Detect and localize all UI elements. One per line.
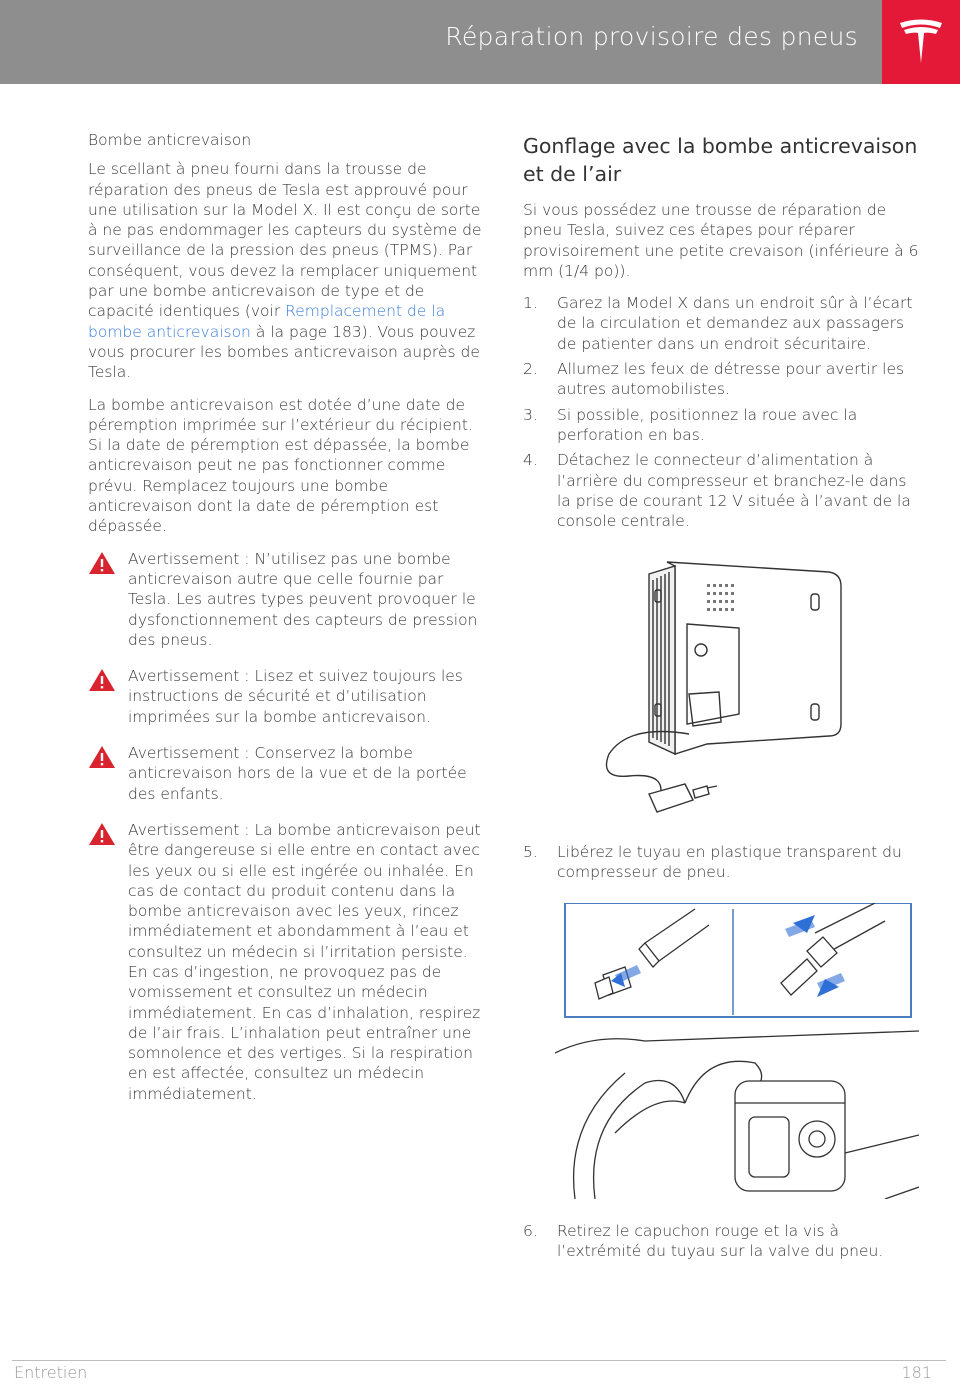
steps-list: [523, 842, 919, 883]
subheading: Bombe anticrevaison: [88, 131, 252, 149]
right-column: [523, 130, 919, 1266]
step-number: 6.: [523, 1221, 538, 1240]
list-item: [523, 359, 919, 400]
list-item: [523, 450, 919, 531]
step-text: Allumez les feux de détresse pour avertir les autres automobilistes.: [557, 360, 905, 399]
warning-text: Avertissement : Conservez la bombe anticrevaison hors de la vue et de la portée des enfants.: [128, 744, 467, 803]
warning-triangle-icon: [88, 668, 116, 692]
step-number: 3.: [523, 405, 538, 424]
footer-section: Entretien: [14, 1363, 88, 1382]
warning-text: Avertissement : La bombe anticrevaison peut être dangereuse si elle entre en contact avec les yeux ou si elle est ingérée ou inhalée. En cas de contact du produit contenu dans la bombe anticrevaison avec les yeux, rincez immédiatement et abondamment à l’eau et consultez un médecin si l’irritation persiste. En cas d’ingestion, ne provoquez pas de vomissement et consultez un médecin immédiatement. En cas d’inhalation, respirez de l’air frais. L’inhalation peut entraîner une somnolence et des vertiges. Si la respiration en est affectée, consultez un médecin immédiatement.: [128, 820, 481, 1103]
paragraph-intro: [88, 159, 482, 382]
page-header: [0, 0, 960, 84]
paragraph-expiry: La bombe anticrevaison est dotée d’une date de péremption imprimée sur l’extérieur du récipient. Si la date de péremption est dépassée, la bombe anticrevaison peut ne pas fonctionner comme prévu. Remplacez toujours une bombe anticrevaison dont la date de péremption est dépassée.: [88, 395, 473, 536]
list-item: [523, 405, 919, 446]
paragraph-intro-end: à la page 183). Vous pouvez vous procurer les bombes anticrevaison auprès de Tesla.: [88, 322, 480, 382]
step-number: 1.: [523, 294, 538, 313]
step-text: Retirez le capuchon rouge et la vis à l’extrémité du tuyau sur la valve du pneu.: [557, 1221, 884, 1260]
cross-reference-link[interactable]: Remplacement de la bombe anticrevaison: [88, 302, 446, 341]
steps-list: [523, 293, 919, 531]
step-text: Détachez le connecteur d’alimentation à l’arrière du compresseur et branchez-le dans la prise de courant 12 V située à l’avant de la console centrale.: [557, 451, 911, 531]
hose-connection-illustration: [555, 903, 919, 1199]
warning-triangle-icon: [88, 551, 116, 575]
page-title: Réparation provisoire des pneus: [445, 22, 858, 51]
warning-block: [88, 820, 482, 1104]
warning-triangle-icon: [88, 822, 116, 846]
step-text: Garez la Model X dans un endroit sûr à l’écart de la circulation et demandez aux passagers de patienter dans un endroit sécuritaire.: [557, 294, 913, 353]
section-heading: Gonflage avec la bombe anticrevaison et de l’air: [523, 134, 918, 186]
paragraph-intro-start: Le scellant à pneu fourni dans la trousse de réparation des pneus de Tesla est approuvé pour une utilisation sur la Model X. Il est conçu de sorte à ne pas endommager les capteurs du système de surveillance de la pression des pneus (TPMS). Par conséquent, vous devez la remplacer uniquement par une bombe anticrevaison de type et de capacité identiques (voir: [88, 160, 482, 321]
step-number: 4.: [523, 451, 538, 470]
warning-triangle-icon: [88, 745, 116, 769]
warning-block: [88, 743, 482, 804]
list-item: [523, 842, 919, 883]
brand-logo: [882, 0, 960, 84]
list-item: [523, 1221, 919, 1262]
list-item: [523, 293, 919, 354]
step-number: 2.: [523, 360, 538, 379]
warning-block: [88, 549, 482, 650]
left-column: [88, 130, 482, 1120]
section-intro: Si vous possédez une trousse de réparation de pneu Tesla, suivez ces étapes pour réparer provisoirement une petite crevaison (inférieure à 6 mm (1/4 po)).: [523, 201, 919, 280]
page-number: 181: [901, 1363, 932, 1382]
warning-text: Avertissement : N’utilisez pas une bombe anticrevaison autre que celle fournie par Tesla. Les autres types peuvent provoquer le dysfonctionnement des capteurs de pression des pneus.: [128, 549, 478, 649]
warning-text: Avertissement : Lisez et suivez toujours les instructions de sécurité et d’utilisation imprimées sur la bombe anticrevaison.: [128, 667, 463, 726]
step-number: 5.: [523, 842, 538, 861]
step-text: Si possible, positionnez la roue avec la perforation en bas.: [557, 405, 858, 444]
footer-divider: [12, 1360, 946, 1361]
tesla-logo-icon: [898, 17, 944, 67]
step-text: Libérez le tuyau en plastique transparent du compresseur de pneu.: [557, 842, 902, 882]
compressor-illustration: [589, 554, 879, 816]
steps-list: [523, 1221, 919, 1262]
warning-block: [88, 666, 482, 727]
